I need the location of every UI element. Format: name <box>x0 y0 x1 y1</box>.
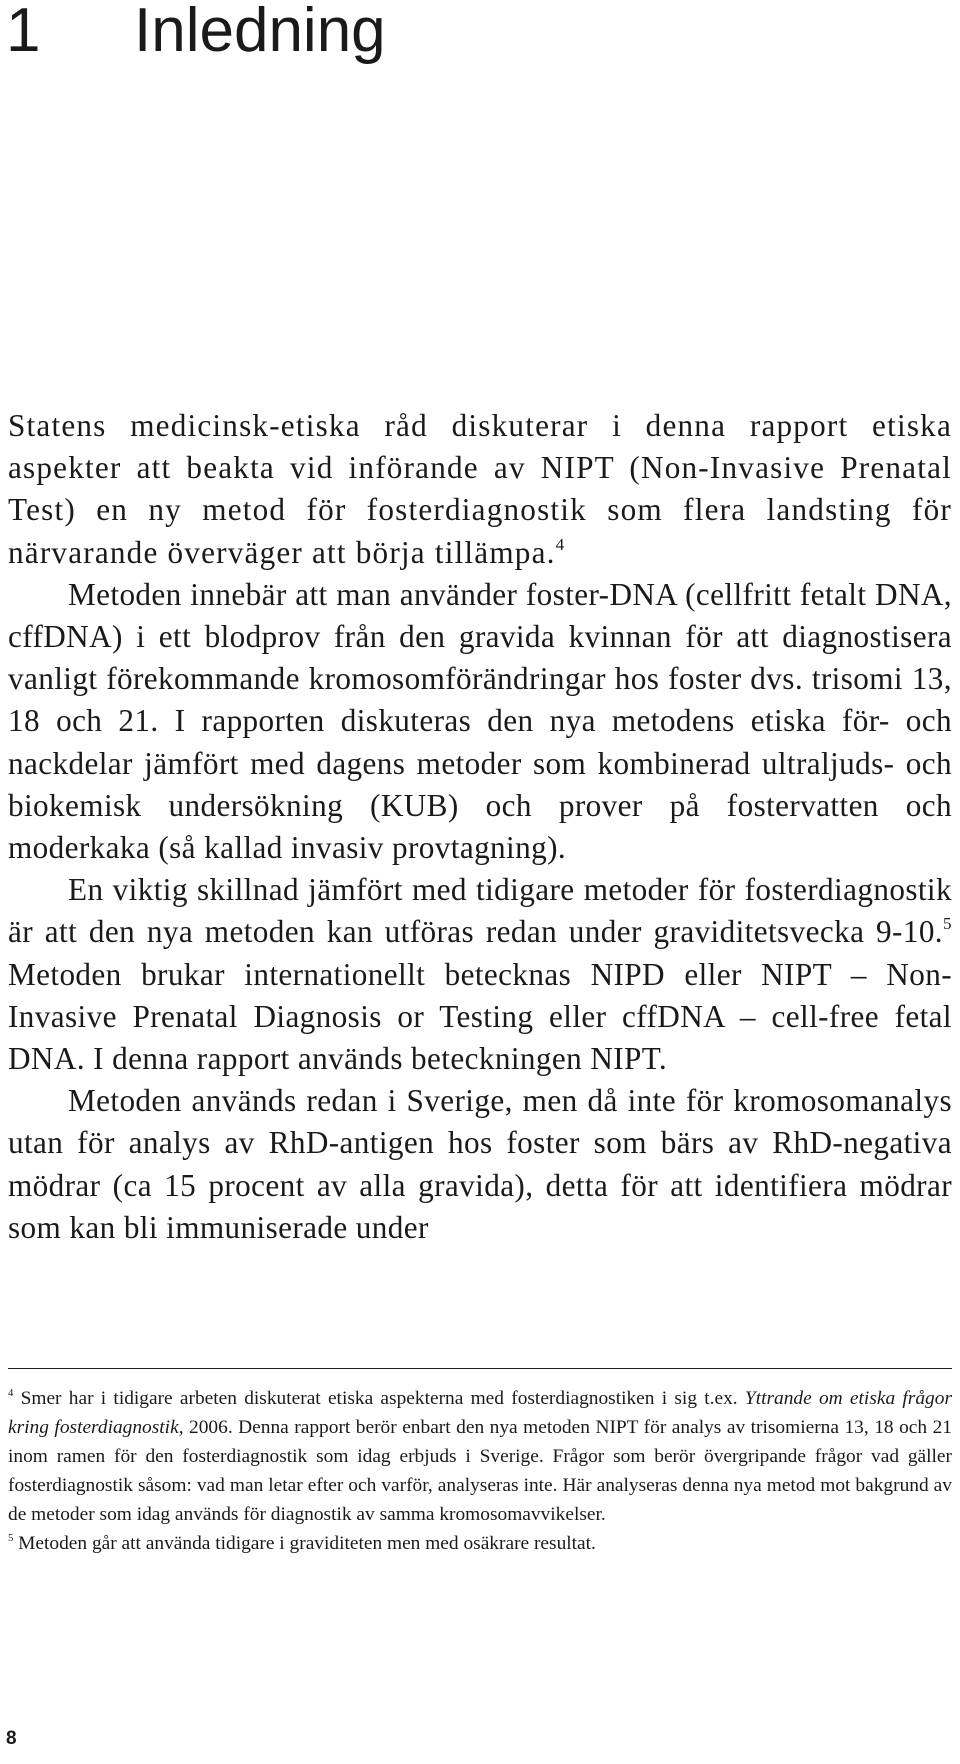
footnotes <box>8 1385 952 1558</box>
footnote-4-reference-title: Yttrande om etiska frågor kring fosterdiagnostik <box>8 1388 952 1438</box>
chapter-number: 1 <box>6 0 41 65</box>
paragraph-1 <box>8 405 952 574</box>
body-text <box>8 405 952 1249</box>
footnote-5-number: 5 <box>8 1531 14 1544</box>
footnote-5-text: Metoden går att använda tidigare i graviditeten men med osäkrare resultat. <box>13 1532 596 1554</box>
footnote-separator <box>8 1368 952 1369</box>
paragraph-4: Metoden används redan i Sverige, men då inte för kromosomanalys utan för analys av RhD-antigen hos foster som bärs av RhD-negativa mödrar (ca 15 procent av alla gravida), detta för att identifiera mödrar som kan bli immuniserade under <box>8 1083 952 1245</box>
page-number: 8 <box>6 1728 17 1749</box>
footnote-ref-5[interactable]: 5 <box>943 914 952 934</box>
paragraph-2: Metoden innebär att man använder foster-DNA (cellfritt fetalt DNA, cffDNA) i ett blodprov från den gravida kvinnan för att diagnostisera vanligt förekommande kromosomförändringar hos foster dvs. trisomi 13, 18 och 21. I rapporten diskuteras den nya metodens etiska för- och nackdelar jämfört med dagens metoder som kombinerad ultraljuds- och biokemisk undersökning (KUB) och prover på fostervatten och moderkaka (så kallad invasiv provtagning). <box>8 576 952 866</box>
footnote-4-text-after: , 2006. Denna rapport berör enbart den nya metoden NIPT för analys av trisomierna 13, 18 och 21 inom ramen för den fosterdiagnostik som idag erbjuds i Sverige. Frågor som berör övergripande frågor vad gäller fosterdiagnostik såsom: vad man letar efter och varför, analyseras inte. Här analyseras denna nya metod mot bakgrund av de metoder som idag används för diagnostik av samma kromosomavvikelser. <box>8 1416 952 1525</box>
chapter-heading <box>6 0 386 66</box>
paragraph-3-text-before: En viktig skillnad jämfört med tidigare metoder för fosterdiagnostik är att den nya metoden kan utföras redan under graviditetsvecka 9-10. <box>8 872 952 950</box>
paragraph-1-text: Statens medicinsk-etiska råd diskuterar i denna rapport etiska aspekter att beakta vid införande av NIPT (Non-Invasive Prenatal Test) en ny metod för fosterdiagnostik som flera landsting för närvarande överväger att börja tillämpa. <box>8 408 952 570</box>
chapter-title: Inledning <box>134 0 386 65</box>
footnote-4-number: 4 <box>8 1387 14 1399</box>
footnote-5 <box>8 1530 952 1559</box>
paragraph-3-text-after: Metoden brukar internationellt betecknas NIPD eller NIPT – Non-Invasive Prenatal Diagnosis or Testing eller cffDNA – cell-free fetal DNA. I denna rapport används beteckningen NIPT. <box>8 956 952 1077</box>
footnote-4-text-before: Smer har i tidigare arbeten diskuterat etiska aspekterna med fosterdiagnostiken i sig t.ex. <box>13 1388 745 1409</box>
footnote-ref-4[interactable]: 4 <box>555 534 566 554</box>
paragraph-3 <box>8 869 952 1080</box>
footnote-4 <box>8 1385 952 1530</box>
